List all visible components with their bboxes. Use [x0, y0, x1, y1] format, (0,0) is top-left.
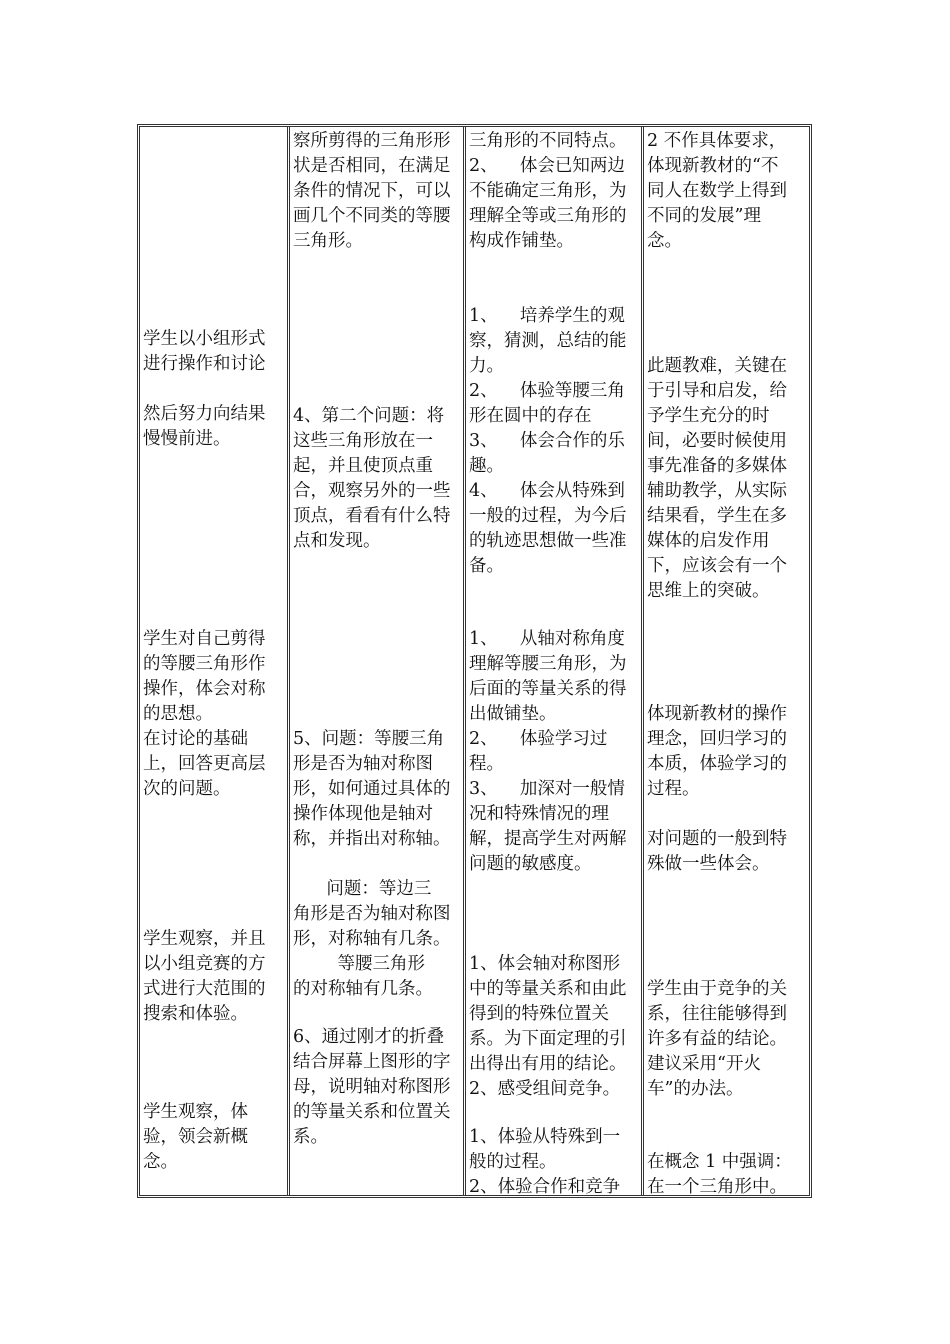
teaching-process-text-3: 5、问题：等腰三角 形是否为轴对称图 形，如何通过具体的 操作体现他是轴对 称，并指出对称轴。 [293, 729, 451, 849]
notes-text-1: 2 不作具体要求， 体现新教材的“不 同人在数学上得到 不同的发展”理 念。 [647, 131, 787, 251]
design-intent-text-2: 1、 培养学生的观 察，猜测，总结的能 力。 2、 体验等腰三角 形在圆中的存在 3、 体会合作的乐 趣。 4、 体会从特殊到 一般的过程，为今后 的轨迹思想做一些准 备。 [469, 306, 627, 576]
notes-text-2: 此题教难，关键在 于引导和启发，给 予学生充分的时 间，必要时候使用 事先准备的多媒体 辅助教学，从实际 结果看，学生在多 媒体的启发作用 下，应该会有一个 思维上的突破。 [647, 356, 787, 601]
notes-text-6: 在概念 1 中强调： 在一个三角形中。 [647, 1152, 792, 1197]
student-activity-text-1: 学生以小组形式 进行操作和讨论 [143, 329, 266, 374]
lesson-plan-table [137, 124, 812, 1198]
student-activity-column [140, 127, 290, 1195]
student-activity-text-2: 然后努力向结果 慢慢前进。 [143, 404, 266, 449]
student-activity-text-3: 学生对自己剪得 的等腰三角形作 操作，体会对称 的思想。 在讨论的基础 上，回答更高层 次的问题。 [143, 629, 266, 799]
notes-column [644, 127, 809, 1195]
student-activity-text-4: 学生观察，并且 以小组竞赛的方 式进行大范围的 搜索和体验。 [143, 929, 266, 1024]
design-intent-column [466, 127, 644, 1195]
student-activity-text-5: 学生观察，体 验，领会新概 念。 [143, 1102, 248, 1172]
notes-text-5: 学生由于竞争的关 系，往往能够得到 许多有益的结论。 建议采用“开火 车”的办法。 [647, 979, 787, 1099]
teaching-process-text-1: 察所剪得的三角形形 状是否相同，在满足 条件的情况下，可以 画几个不同类的等腰 三角形。 [293, 131, 451, 251]
notes-text-3: 体现新教材的操作 理念，回归学习的 本质，体验学习的 过程。 [647, 704, 787, 799]
design-intent-text-3: 1、 从轴对称角度 理解等腰三角形，为 后面的等量关系的得 出做铺垫。 2、 体验学习过 程。 3、 加深对一般情 况和特殊情况的理 解，提高学生对两解 问题的敏感度。 [469, 629, 627, 874]
teaching-process-text-2: 4、第二个问题：将 这些三角形放在一 起，并且使顶点重 合，观察另外的一些 顶点，看看有什么特 点和发现。 [293, 406, 451, 551]
design-intent-text-4: 1、体会轴对称图形 中的等量关系和由此 得到的特殊位置关 系。为下面定理的引 出得出有用的结论。 2、感受组间竞争。 [469, 954, 627, 1099]
teaching-process-text-5: 6、通过刚才的折叠 结合屏幕上图形的字 母，说明轴对称图形 的等量关系和位置关 系。 [293, 1027, 451, 1147]
design-intent-text-5: 1、体验从特殊到一 般的过程。 2、体验合作和竞争 [469, 1127, 621, 1197]
teaching-process-column [290, 127, 466, 1195]
design-intent-text-1: 三角形的不同特点。 2、 体会已知两边 不能确定三角形，为 理解全等或三角形的 构成作铺垫。 [469, 131, 627, 251]
teaching-process-text-4: 问题：等边三 角形是否为轴对称图 形，对称轴有几条。 等腰三角形 的对称轴有几条。 [293, 879, 451, 999]
notes-text-4: 对问题的一般到特 殊做一些体会。 [647, 829, 787, 874]
